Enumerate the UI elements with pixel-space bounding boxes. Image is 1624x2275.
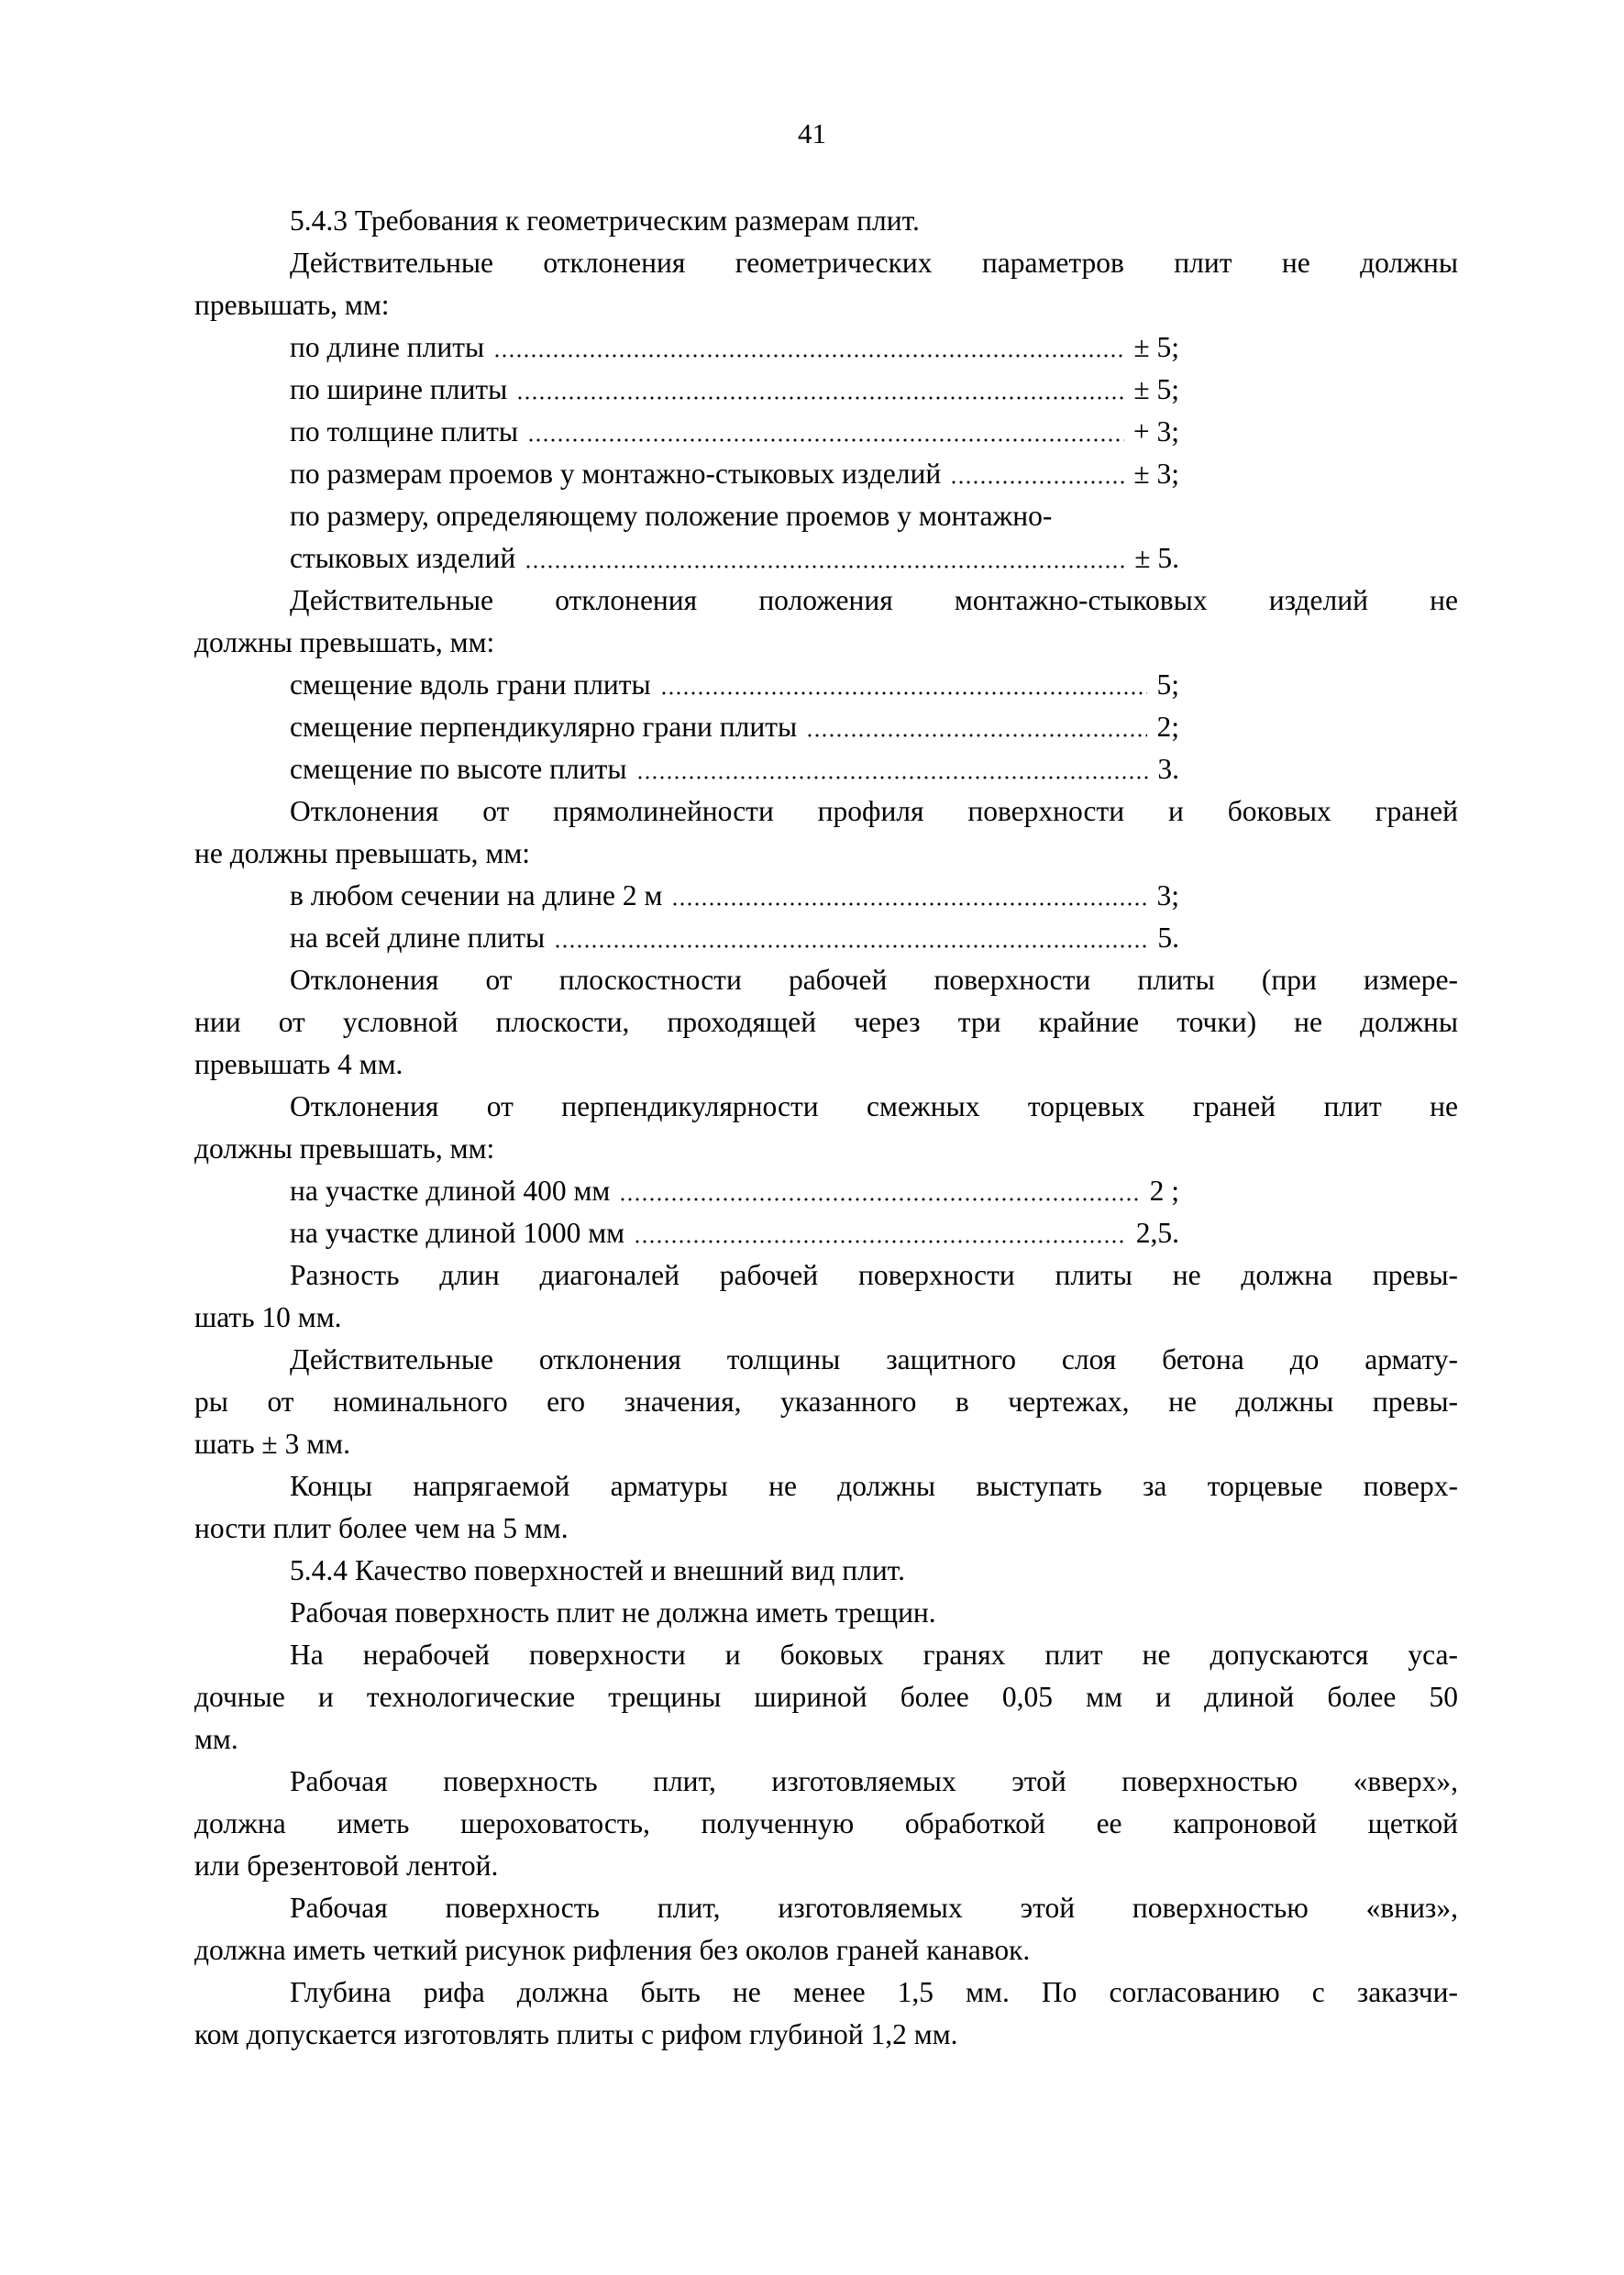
tolerance-value: 5. (1157, 922, 1179, 954)
paragraph (194, 1761, 1458, 1887)
paragraph (194, 242, 1458, 326)
text-line: превышать, мм: (194, 289, 390, 321)
text-line: Отклонения от прямолинейности профиля поверхности и боковых граней (290, 795, 1458, 827)
text-line: должна иметь шероховатость, полученную обработкой ее капроновой щеткой (194, 1807, 1458, 1839)
tolerance-item (194, 453, 1363, 495)
tolerance-value: + 3; (1132, 415, 1179, 447)
tolerance-item (194, 1212, 1363, 1254)
text-line: На нерабочей поверхности и боковых гранях плит не допускаются уса- (290, 1639, 1458, 1671)
paragraph (194, 1971, 1458, 2056)
tolerance-label: стыковых изделий (290, 542, 516, 574)
text-line: Рабочая поверхность плит, изготовляемых этой поверхностью «вверх», (290, 1765, 1458, 1797)
text-line: Отклонения от перпендикулярности смежных торцевых граней плит не (290, 1090, 1458, 1122)
dot-leader (950, 480, 1124, 484)
dot-leader (634, 1240, 1127, 1243)
text-line: Разность длин диагоналей рабочей поверхности плиты не должна превы- (290, 1259, 1458, 1291)
tolerance-value: 5; (1156, 668, 1179, 701)
tolerance-list (194, 875, 1458, 959)
tolerance-label: на участке длиной 400 мм (290, 1175, 611, 1207)
text-line: должны превышать, мм: (194, 626, 495, 658)
tolerance-value: 3. (1157, 753, 1179, 785)
tolerance-label: по размерам проемов у монтажно-стыковых изделий (290, 458, 942, 490)
tolerance-item (194, 748, 1363, 790)
tolerance-item (194, 537, 1363, 580)
paragraph (194, 1254, 1458, 1339)
paragraph (194, 1887, 1458, 1971)
tolerance-list (194, 1170, 1458, 1254)
tolerance-label: смещение по высоте плиты (290, 753, 627, 785)
tolerance-label: смещение перпендикулярно грани плиты (290, 711, 798, 743)
text-line: шать ± 3 мм. (194, 1428, 350, 1460)
text-line: Отклонения от плоскостности рабочей поверхности плиты (при измере- (290, 964, 1458, 996)
tolerance-value: 2,5. (1135, 1217, 1179, 1249)
tolerance-list (194, 326, 1458, 580)
paragraph (194, 580, 1458, 664)
text-line: Действительные отклонения положения монтажно-стыковых изделий не (290, 584, 1458, 616)
tolerance-item (194, 369, 1363, 411)
text-line: или брезентовой лентой. (194, 1850, 499, 1882)
text-line: должны превышать, мм: (194, 1132, 495, 1165)
tolerance-label: смещение вдоль грани плиты (290, 668, 651, 701)
tolerance-item (194, 917, 1363, 959)
tolerance-item (194, 1170, 1363, 1212)
text-line: 5.4.4 Качество поверхностей и внешний вид плит. (290, 1554, 905, 1586)
text-line: Рабочая поверхность плит не должна иметь трещин. (290, 1596, 936, 1629)
text-line: мм. (194, 1723, 238, 1755)
page-number: 41 (798, 117, 826, 149)
text-line: нии от условной плоскости, проходящей через три крайние точки) не должны (194, 1006, 1458, 1038)
paragraph (194, 1634, 1458, 1761)
text-line: дочные и технологические трещины шириной более 0,05 мм и длиной более 50 (194, 1681, 1458, 1713)
tolerance-value: 3; (1156, 879, 1179, 911)
text-line: Глубина рифа должна быть не менее 1,5 мм. По согласованию с заказчи- (290, 1976, 1458, 2008)
tolerance-value: 2 ; (1149, 1175, 1179, 1207)
tolerance-label: на участке длиной 1000 мм (290, 1217, 625, 1249)
paragraph (194, 200, 1458, 242)
tolerance-value: 2; (1156, 711, 1179, 743)
text-line: ности плит более чем на 5 мм. (194, 1512, 569, 1544)
tolerance-item (194, 664, 1363, 706)
tolerance-item (194, 706, 1363, 748)
text-line: шать 10 мм. (194, 1301, 342, 1333)
text-line: не должны превышать, мм: (194, 837, 531, 869)
tolerance-label-line: по размеру, определяющему положение проемов у монтажно- (290, 500, 1053, 532)
tolerance-label: по ширине плиты (290, 373, 508, 405)
dot-leader (525, 565, 1125, 569)
tolerance-value: ± 5; (1133, 373, 1179, 405)
text-line: Рабочая поверхность плит, изготовляемых этой поверхностью «вниз», (290, 1892, 1458, 1924)
paragraph (194, 1592, 1458, 1634)
dot-leader (516, 396, 1124, 400)
tolerance-value: ± 5; (1133, 331, 1179, 363)
text-line: превышать 4 мм. (194, 1048, 403, 1080)
tolerance-item (194, 411, 1363, 453)
paragraph (194, 1339, 1458, 1465)
tolerance-item (194, 875, 1363, 917)
text-line: ком допускается изготовлять плиты с рифом глубиной 1,2 мм. (194, 2018, 958, 2050)
document-body (194, 200, 1458, 2056)
paragraph (194, 790, 1458, 875)
tolerance-item (194, 326, 1363, 369)
paragraph (194, 959, 1458, 1086)
text-line: Действительные отклонения геометрических параметров плит не должны (290, 247, 1458, 279)
tolerance-label: в любом сечении на длине 2 м (290, 879, 663, 911)
dot-leader (493, 354, 1124, 358)
tolerance-label: по толщине плиты (290, 415, 519, 447)
paragraph (194, 1465, 1458, 1550)
dot-leader (660, 691, 1148, 695)
tolerance-list (194, 664, 1458, 790)
dot-leader (527, 438, 1124, 442)
tolerance-label: по длине плиты (290, 331, 485, 363)
dot-leader (554, 944, 1148, 948)
dot-leader (806, 734, 1147, 737)
tolerance-value: ± 3; (1133, 458, 1179, 490)
dot-leader (636, 776, 1149, 779)
dot-leader (671, 902, 1147, 906)
tolerance-value: ± 5. (1134, 542, 1179, 574)
text-line: Концы напрягаемой арматуры не должны выступать за торцевые поверх- (290, 1470, 1458, 1502)
text-line: Действительные отклонения толщины защитного слоя бетона до армату- (290, 1343, 1458, 1375)
paragraph (194, 1086, 1458, 1170)
text-line: должна иметь четкий рисунок рифления без околов граней канавок. (194, 1934, 1031, 1966)
tolerance-label: на всей длине плиты (290, 922, 546, 954)
paragraph (194, 1550, 1458, 1592)
text-line: 5.4.3 Требования к геометрическим размерам плит. (290, 204, 920, 237)
text-line: ры от номинального его значения, указанного в чертежах, не должны превы- (194, 1386, 1458, 1418)
dot-leader (619, 1198, 1140, 1201)
